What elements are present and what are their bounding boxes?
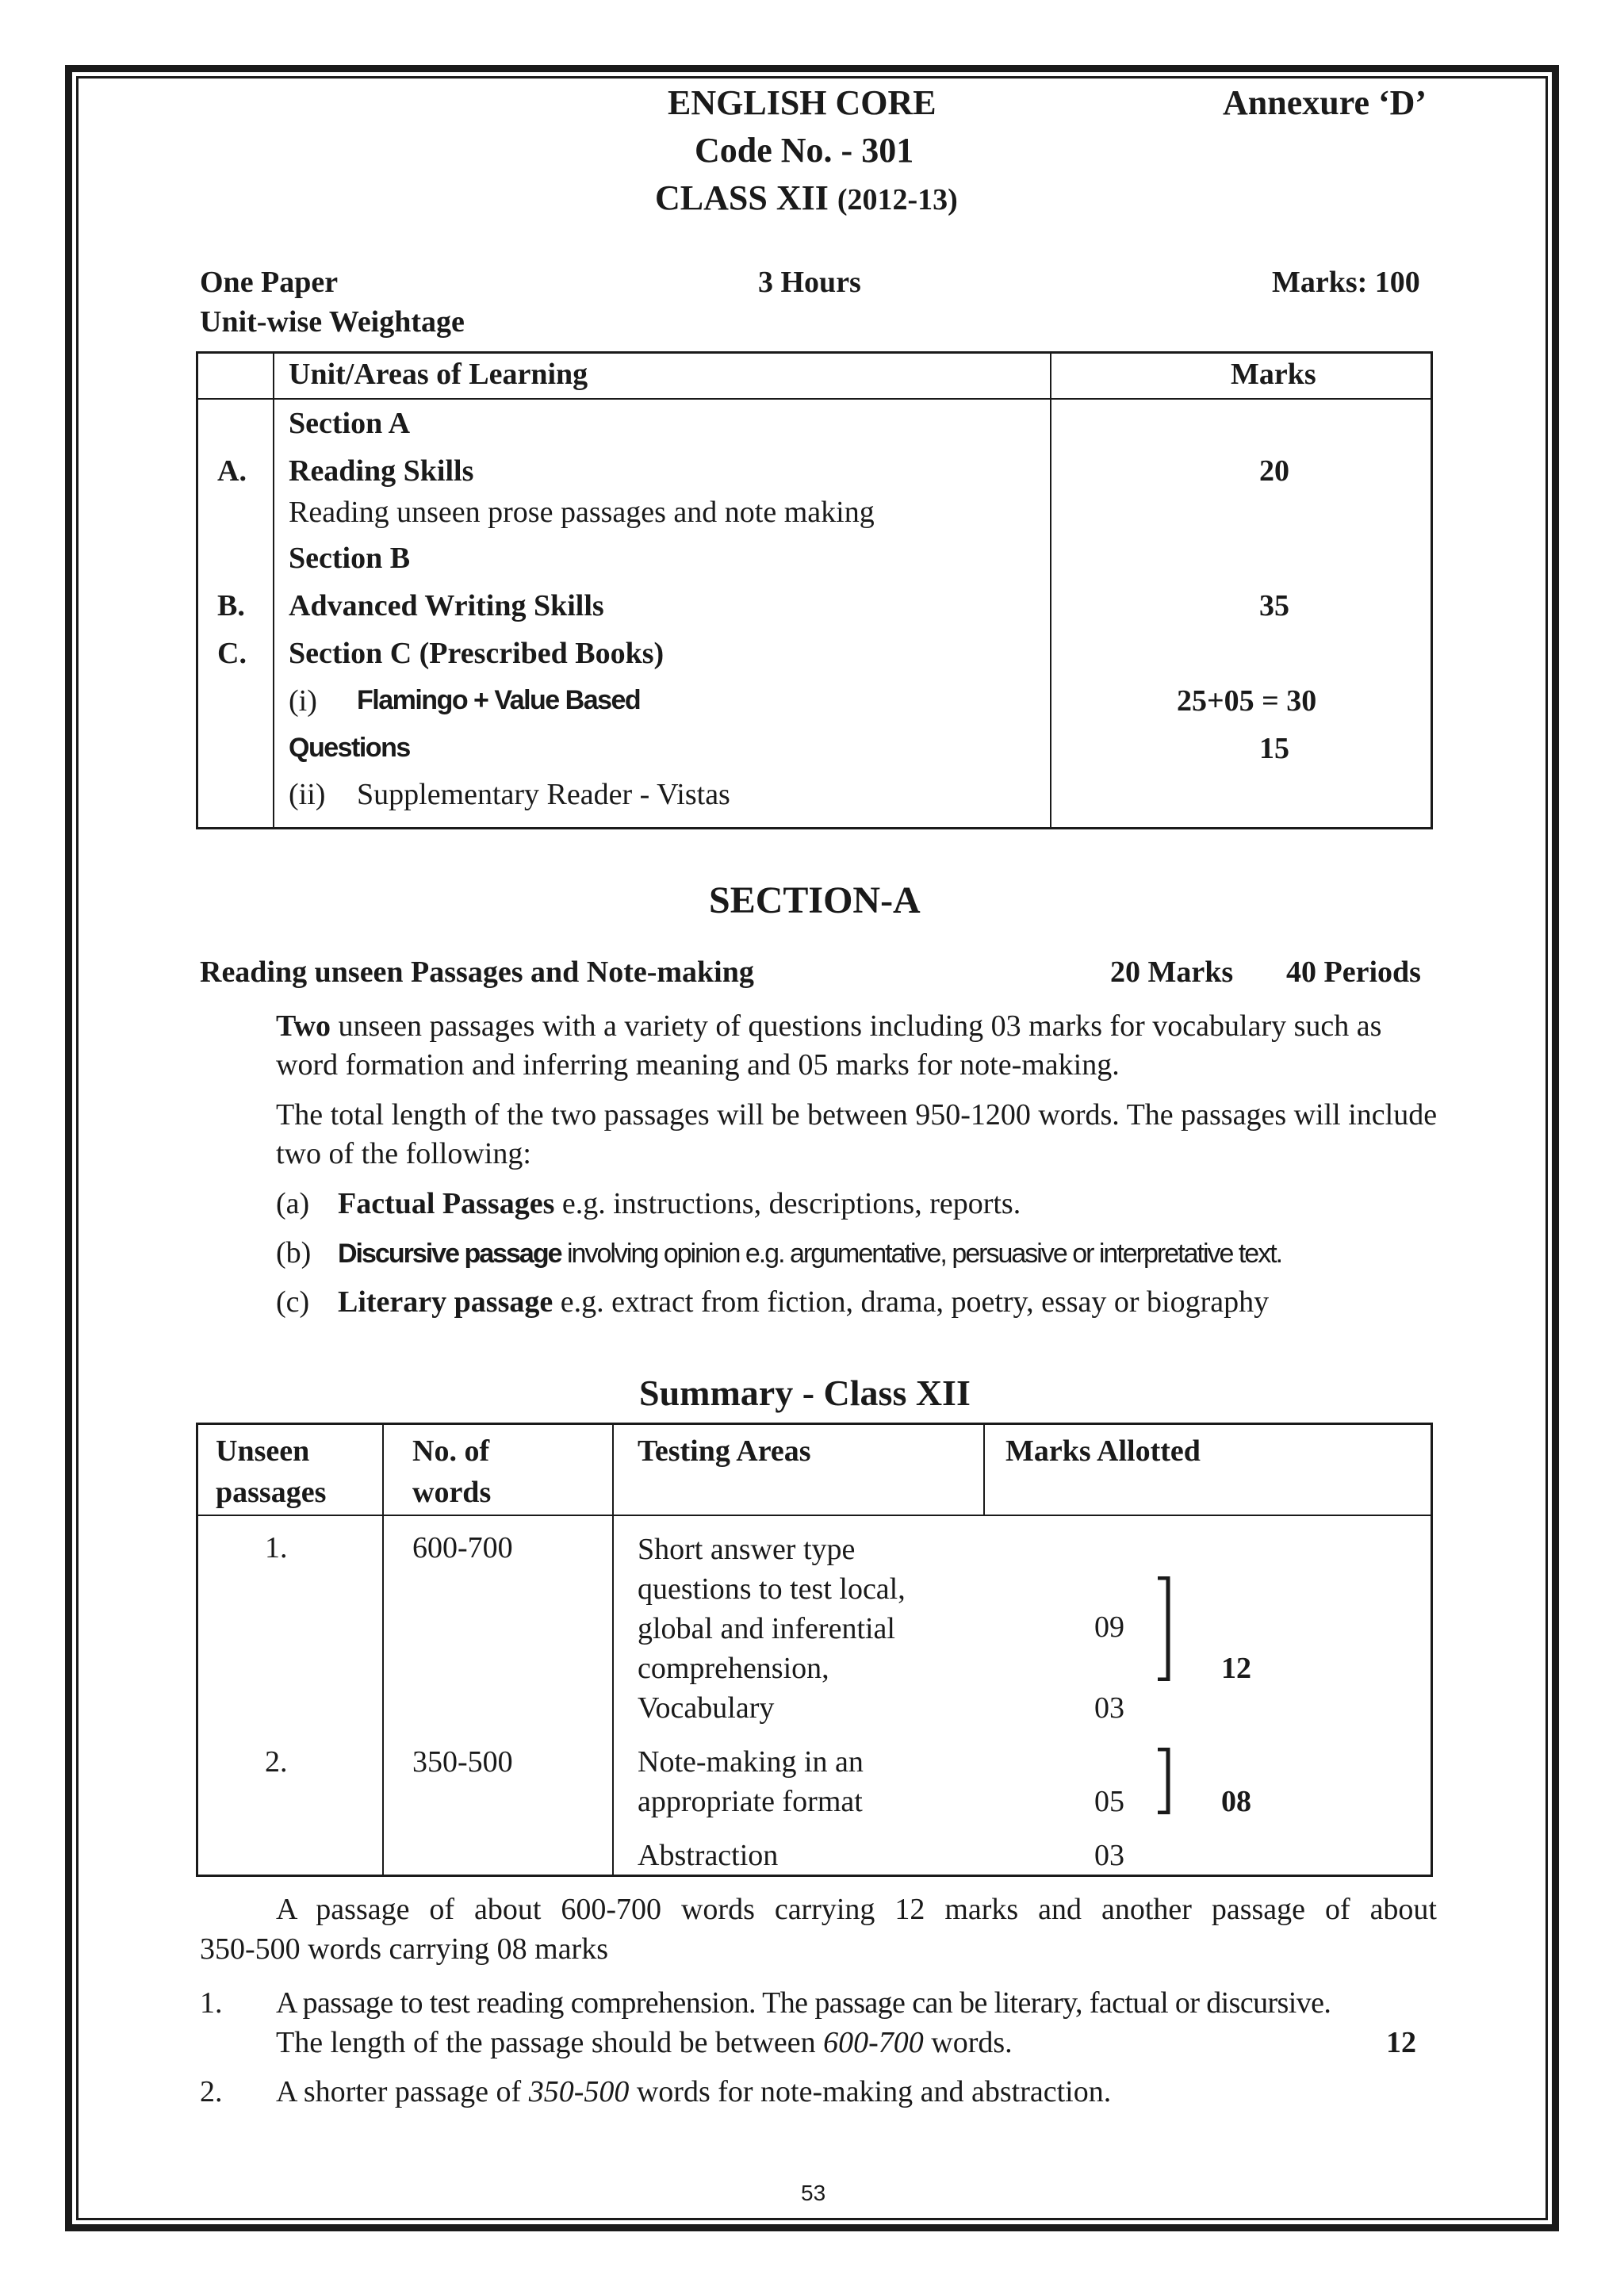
subject-title: ENGLISH CORE <box>668 83 936 122</box>
paper-duration: 3 Hours <box>758 266 861 299</box>
closing-item2-text: A shorter passage of 350-500 words for note-making and abstraction. <box>276 2075 1112 2108</box>
paper-marks: Marks: 100 <box>1272 266 1420 299</box>
header-marks-allotted: Marks Allotted <box>1005 1434 1201 1468</box>
row-b-marks: 35 <box>1259 589 1289 622</box>
closing-intro-line2: 350-500 words carrying 08 marks <box>200 1932 609 1966</box>
header-unseen-line2: passages <box>216 1476 327 1509</box>
section-a-heading: SECTION-A <box>709 879 921 921</box>
closing-item1-marks: 12 <box>1386 2026 1416 2059</box>
row-c1-number: (i) <box>289 684 317 718</box>
weightage-label: Unit-wise Weightage <box>200 305 465 339</box>
section-a-marks: 20 Marks <box>1110 956 1234 989</box>
header-unseen-line1: Unseen <box>216 1434 310 1468</box>
row-a-letter: A. <box>217 454 247 488</box>
closing-item1-line2: The length of the passage should be between 600-700 words. <box>276 2026 1013 2059</box>
page-number: 53 <box>801 2181 826 2205</box>
row2-bracket <box>1156 1748 1172 1814</box>
row-c2-number: (ii) <box>289 778 326 811</box>
row2-marks-notemaking: 05 <box>1094 1785 1124 1818</box>
annexure-label: Annexure ‘D’ <box>1223 83 1427 122</box>
row1-testing-line2: questions to test local, <box>638 1572 906 1606</box>
header-words-line2: words <box>412 1476 492 1509</box>
class-name: CLASS XII <box>655 178 829 217</box>
row-b-title: Advanced Writing Skills <box>289 589 604 622</box>
row-a-title: Reading Skills <box>289 454 474 488</box>
row1-testing-line1: Short answer type <box>638 1533 856 1566</box>
row-c1-text: Flamingo + Value Based <box>357 685 641 715</box>
row2-number: 2. <box>265 1745 288 1779</box>
row1-marks-comprehension: 09 <box>1094 1610 1124 1644</box>
class-label <box>655 178 958 218</box>
row-c2-text: Supplementary Reader - Vistas <box>357 778 730 811</box>
col-marks-header: Marks <box>1231 358 1316 391</box>
row1-testing-line5: Vocabulary <box>638 1691 775 1725</box>
col-unit-header: Unit/Areas of Learning <box>289 358 588 391</box>
summary-title: Summary - Class XII <box>639 1373 971 1413</box>
row-c2-marks: 15 <box>1259 732 1289 765</box>
section-a-label: Section A <box>289 407 411 440</box>
section-a-periods: 40 Periods <box>1286 956 1421 989</box>
row-a-marks: 20 <box>1259 454 1289 488</box>
list-item: (a) Factual Passages e.g. instructions, descriptions, reports. <box>276 1187 1021 1220</box>
row1-testing-line4: comprehension, <box>638 1652 829 1685</box>
list-item: (c) Literary passage e.g. extract from fiction, drama, poetry, essay or biography <box>276 1285 1270 1319</box>
section-a-paragraph-1: Two unseen passages with a variety of questions including 03 marks for vocabulary such as word formation and inferring meaning and 05 marks for note-making. <box>276 1009 1382 1082</box>
closing-item1-line1: A passage to test reading comprehension. The passage can be literary, factual or discursive. <box>276 1986 1331 2020</box>
section-b-label: Section B <box>289 542 411 575</box>
header-words-line1: No. of <box>412 1434 490 1468</box>
row2-testing-line3: Abstraction <box>638 1839 779 1872</box>
row-c-title: Section C (Prescribed Books) <box>289 637 665 670</box>
closing-item2-number: 2. <box>200 2075 223 2108</box>
row2-marks-abstraction: 03 <box>1094 1839 1124 1872</box>
row1-total: 12 <box>1221 1652 1251 1685</box>
row1-marks-vocabulary: 03 <box>1094 1691 1124 1725</box>
row-a-description: Reading unseen prose passages and note making <box>289 496 875 529</box>
row2-total: 08 <box>1221 1785 1251 1818</box>
header-testing-areas: Testing Areas <box>638 1434 811 1468</box>
row1-words: 600-700 <box>412 1531 513 1564</box>
closing-item1-number: 1. <box>200 1986 223 2020</box>
row1-bracket <box>1156 1576 1172 1681</box>
row2-testing-line1: Note-making in an <box>638 1745 864 1779</box>
row2-testing-line2: appropriate format <box>638 1785 863 1818</box>
row-c1-marks: 25+05 = 30 <box>1177 684 1317 718</box>
list-item: (b) Discursive passage involving opinion e.g. argumentative, persuasive or interpretative text. <box>276 1236 1282 1270</box>
row-c-letter: C. <box>217 637 247 670</box>
section-a-paragraph-2: The total length of the two passages will be between 950-1200 words. The passages will include two of the following: <box>276 1098 1438 1170</box>
code-number: Code No. - 301 <box>695 131 914 170</box>
row-c1-continuation: Questions <box>289 733 410 763</box>
row2-words: 350-500 <box>412 1745 513 1779</box>
session: (2012-13) <box>837 183 958 216</box>
row-b-letter: B. <box>217 589 245 622</box>
row1-number: 1. <box>265 1531 288 1564</box>
closing-intro-line1: A passage of about 600-700 words carrying 12 marks and another passage of about <box>276 1893 1437 1926</box>
row1-testing-line3: global and inferential <box>638 1612 895 1645</box>
paper-count: One Paper <box>200 266 339 299</box>
section-a-subheading: Reading unseen Passages and Note-making <box>200 956 754 989</box>
